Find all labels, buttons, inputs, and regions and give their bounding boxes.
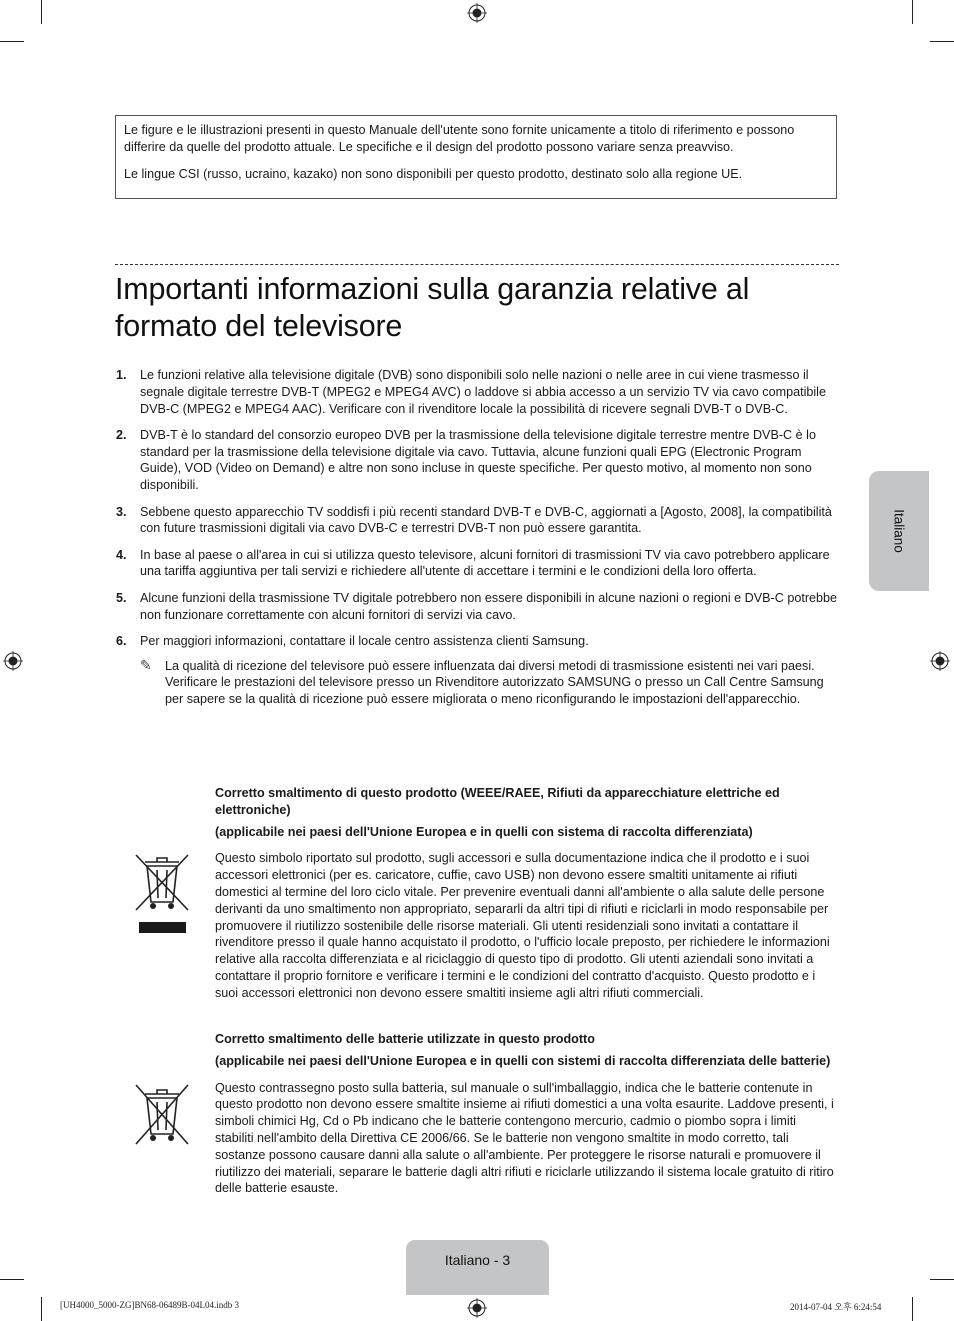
page-number-tab [406, 1240, 549, 1295]
weee-title: Corretto smaltimento di questo prodotto (WEEE/RAEE, Rifiuti da apparecchiature elettriche ed elettroniche) [215, 786, 780, 817]
crop-mark [930, 41, 954, 42]
crop-mark [41, 1297, 42, 1321]
list-item [116, 633, 840, 650]
list-number: 6. [116, 633, 127, 648]
footer-file-info: [UH4000_5000-ZG]BN68-06489B-04L04.indb 3 [60, 1300, 239, 1310]
battery-subtitle: (applicabile nei paesi dell'Unione Europea e in quelli con sistemi di raccolta differenziata delle batterie) [215, 1053, 831, 1068]
page-number-label: Italiano - 3 [444, 1252, 511, 1268]
list-text: Sebbene questo apparecchio TV soddisfi i più recenti standard DVB-T e DVB-C, aggiornati a [Agosto, 2008], la compatibilità con future trasmissioni digitali via cavo DVB-C e terrestri DVB-T non può essere garantita. [140, 504, 832, 536]
list-item [116, 504, 840, 538]
crossed-bin-icon [133, 852, 191, 934]
crop-mark [41, 0, 42, 24]
list-number: 4. [116, 547, 127, 562]
battery-body: Questo contrassegno posto sulla batteria, sul manuale o sull'imballaggio, indica che le batterie contenute in questo prodotto non devono essere smaltite insieme ai rifiuti domestici a una volta esaurite. Laddove presenti, i simboli chimici Hg, Cd o Pb indicano che le batterie contengono mercurio, cadmio o piombo sopra i limiti stabiliti nell'ambito della Direttiva CE 2006/66. Se le batterie non vengono smaltite in modo corretto, tali sostanze possono causare danni alla salute o all'ambiente. Per proteggere le risorse naturali e promuovere il riutilizzo dei materiali, separare le batterie dagli altri rifiuti e riciclarle utilizzando il sistema locale gratuito di ritiro delle batterie esauste. [215, 1080, 834, 1196]
list-number: 5. [116, 590, 127, 605]
list-text: DVB-T è lo standard del consorzio europeo DVB per la trasmissione della televisione digitale terrestre mentre DVB-C è lo standard per la trasmissione della televisione digitale via cavo. Tuttavia, alcune funzioni quali EPG (Electronic Program Guide), VOD (Video on Demand) e altre non sono incluse in queste specifiche. Per questo motivo, al momento non sono disponibili. [140, 427, 816, 493]
note-text: La qualità di ricezione del televisore può essere influenzata dai diversi metodi di trasmissione esistenti nei vari paesi. Verificare le prestazioni del televisore presso un Rivenditore autorizzato SAMSUNG o presso un Call Centre Samsung per sapere se la qualità di ricezione può essere migliorata o meno riconfigurando le impostazioni dell'apparecchio. [165, 658, 824, 707]
language-side-tab-label: Italiano [891, 509, 907, 553]
weee-subtitle: (applicabile nei paesi dell'Unione Europea e in quelli con sistema di raccolta differenziata) [215, 824, 753, 839]
list-number: 1. [116, 368, 127, 382]
list-item [116, 427, 840, 494]
registration-mark-icon [467, 1298, 487, 1318]
crop-mark [912, 0, 913, 24]
list-text: Per maggiori informazioni, contattare il locale centro assistenza clienti Samsung. [140, 633, 589, 648]
pencil-icon: ✎ [140, 656, 152, 673]
notice-box [115, 115, 837, 199]
crop-mark [912, 1297, 913, 1321]
list-text: Le funzioni relative alla televisione digitale (DVB) sono disponibili solo nelle nazioni o nelle aree in cui viene trasmesso il segnale digitale terrestre DVB-T (MPEG2 e MPEG4 AVC) o laddove si abbia accesso a un servizio TV via cavo compatibile DVB-C (MPEG2 e MPEG4 AAC). Verificare con il rivenditore locale la possibilità di ricevere segnali DVB-T o DVB-C. [140, 368, 826, 416]
list-number: 2. [116, 427, 127, 442]
page-title: Importanti informazioni sulla garanzia relative al formato del televisore [115, 272, 750, 343]
crop-mark [0, 41, 24, 42]
warranty-list [116, 367, 840, 708]
list-text: In base al paese o all'area in cui si utilizza questo televisore, alcuni fornitori di trasmissioni TV via cavo potrebbero applicare una tariffa aggiuntiva per tali servizi e richiedere all'utente di accettare i termini e le condizioni della loro offerta. [140, 547, 830, 579]
registration-mark-icon [930, 651, 950, 671]
list-item [116, 590, 840, 624]
list-item [116, 547, 840, 581]
registration-mark-icon [3, 651, 23, 671]
battery-title: Corretto smaltimento delle batterie utilizzate in questo prodotto [215, 1032, 595, 1046]
section-divider [115, 264, 839, 265]
crop-mark [0, 1279, 24, 1280]
note [116, 658, 840, 708]
registration-mark-icon [467, 3, 487, 23]
battery-bin-icon [133, 1082, 191, 1148]
footer-timestamp: 2014-07-04 오후 6:24:54 [790, 1302, 882, 1312]
weee-body: Questo simbolo riportato sul prodotto, sugli accessori e sulla documentazione indica che il prodotto e i suoi accessori elettronici (per es. caricatore, cuffie, cavo USB) non devono essere smaltiti unitamente ai rifiuti domestici al termine del loro ciclo vitale. Per prevenire eventuali danni all'ambiente o alla salute delle persone derivanti da uno smaltimento non appropriato, separarli da altri tipi di rifiuti e riciclarli in modo responsabile per promuovere il riutilizzo sostenibile delle risorse materiali. Gli utenti residenziali sono invitati a contattare il rivenditore presso il quale hanno acquistato il prodotto, o l'ufficio locale preposto, per richiedere le informazioni relative alla raccolta differenziata e al riciclaggio di questo tipo di prodotto. Gli utenti aziendali sono invitati a contattare il proprio fornitore e verificare i termini e le condizioni del contratto d'acquisto. Questo prodotto e i suoi accessori elettronici non devono essere smaltiti insieme agli altri rifiuti commerciali. [215, 851, 830, 1000]
list-text: Alcune funzioni della trasmissione TV digitale potrebbero non essere disponibili in alcune nazioni o regioni e DVB-C potrebbe non funzionare correttamente con alcuni fornitori di servizi via cavo. [140, 590, 838, 622]
notice-text: Le lingue CSI (russo, ucraino, kazako) non sono disponibili per questo prodotto, destinato solo alla regione UE. [124, 166, 743, 181]
crop-mark [930, 1279, 954, 1280]
language-side-tab [869, 471, 929, 591]
weee-section [215, 785, 837, 1002]
notice-text: Le figure e le illustrazioni presenti in questo Manuale dell'utente sono fornite unicamente a titolo di riferimento e possono differire da quelle del prodotto attuale. Le specifiche e il design del prodotto possono variare senza preavviso. [124, 123, 795, 154]
list-item [116, 367, 840, 417]
battery-section [215, 1031, 837, 1197]
list-number: 3. [116, 504, 127, 519]
